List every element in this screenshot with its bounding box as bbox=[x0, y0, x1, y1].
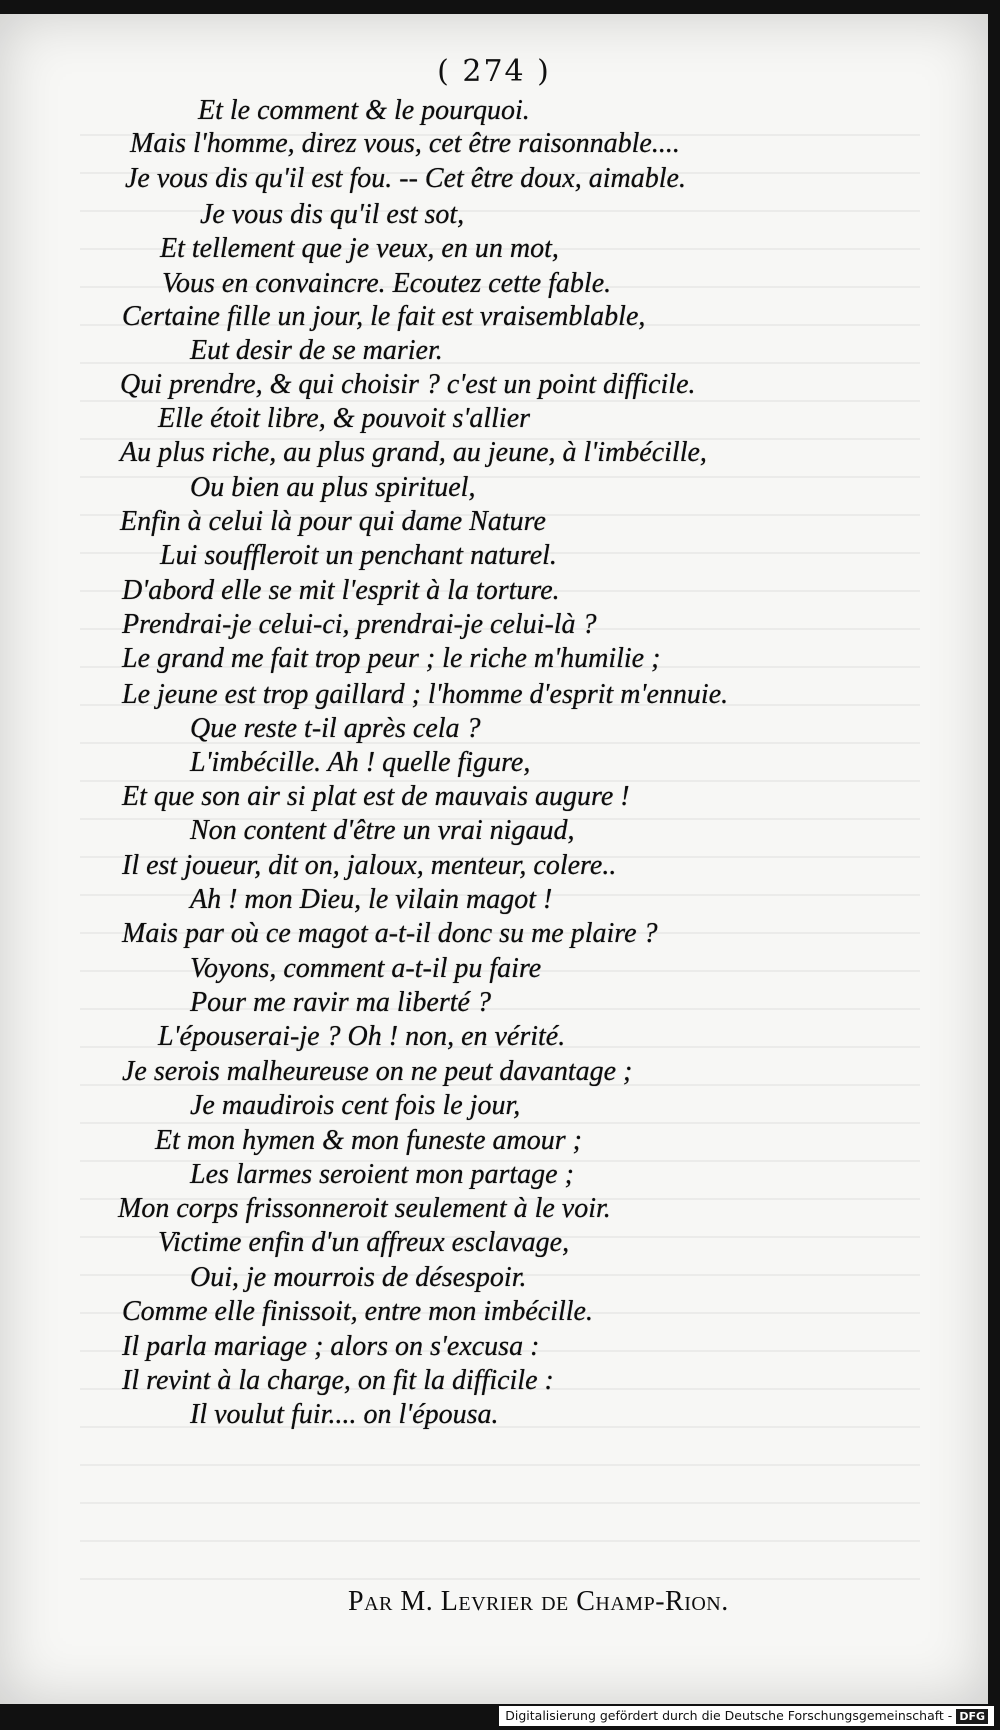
verse-line: Certaine fille un jour, le fait est vraisemblable, bbox=[122, 301, 646, 332]
verse-line: Ou bien au plus spirituel, bbox=[190, 472, 476, 503]
verse-line: Mais par où ce magot a-t-il donc su me plaire ? bbox=[122, 918, 658, 949]
credit-text: Digitalisierung gefördert durch die Deutsche Forschungsgemeinschaft - bbox=[505, 1708, 953, 1723]
verse-line: Le jeune est trop gaillard ; l'homme d'esprit m'ennuie. bbox=[122, 679, 729, 710]
verse-line: Oui, je mourrois de désespoir. bbox=[190, 1262, 527, 1293]
verse-line: Et mon hymen & mon funeste amour ; bbox=[155, 1125, 582, 1156]
verse-line: Il est joueur, dit on, jaloux, menteur, colere.. bbox=[122, 850, 617, 881]
verse-line: Et le comment & le pourquoi. bbox=[198, 95, 530, 126]
verse-line: Pour me ravir ma liberté ? bbox=[190, 987, 491, 1018]
verse-line: Eut desir de se marier. bbox=[190, 335, 443, 366]
verse-line: Il revint à la charge, on fit la difficile : bbox=[122, 1365, 554, 1396]
verse-line: Il voulut fuir.... on l'épousa. bbox=[190, 1399, 499, 1430]
verse-line: Enfin à celui là pour qui dame Nature bbox=[120, 506, 546, 537]
verse-line: Le grand me fait trop peur ; le riche m'humilie ; bbox=[122, 643, 661, 674]
verse-line: Voyons, comment a-t-il pu faire bbox=[190, 953, 542, 984]
verse-line: Au plus riche, au plus grand, au jeune, à l'imbécille, bbox=[120, 437, 707, 468]
verse-line: D'abord elle se mit l'esprit à la torture. bbox=[122, 575, 560, 606]
book-page bbox=[0, 14, 988, 1704]
verse-line: Prendrai-je celui-ci, prendrai-je celui-là ? bbox=[122, 609, 597, 640]
verse-line: Je serois malheureuse on ne peut davantage ; bbox=[122, 1056, 633, 1087]
verse-line: Comme elle finissoit, entre mon imbécille. bbox=[122, 1296, 593, 1327]
verse-line: Mais l'homme, direz vous, cet être raisonnable.... bbox=[130, 128, 680, 159]
verse-line: Je vous dis qu'il est sot, bbox=[200, 199, 465, 230]
verse-line: Non content d'être un vrai nigaud, bbox=[190, 815, 575, 846]
attribution: Par M. Levrier de Champ-Rion. bbox=[348, 1586, 729, 1617]
verse-line: Il parla mariage ; alors on s'excusa : bbox=[122, 1331, 540, 1362]
verse-line: Je vous dis qu'il est fou. -- Cet être doux, aimable. bbox=[125, 163, 686, 194]
verse-line: Que reste t-il après cela ? bbox=[190, 713, 481, 744]
verse-line: L'épouserai-je ? Oh ! non, en vérité. bbox=[158, 1021, 566, 1052]
verse-line: Mon corps frissonneroit seulement à le voir. bbox=[118, 1193, 611, 1224]
verse-line: Vous en convaincre. Ecoutez cette fable. bbox=[162, 268, 612, 299]
page-number: ( 274 ) bbox=[437, 54, 551, 89]
dfg-logo: DFG bbox=[956, 1709, 988, 1724]
verse-line: Qui prendre, & qui choisir ? c'est un point difficile. bbox=[120, 369, 696, 400]
verse-line: Et que son air si plat est de mauvais augure ! bbox=[122, 781, 630, 812]
verse-line: Elle étoit libre, & pouvoit s'allier bbox=[158, 403, 531, 434]
digitization-credit bbox=[499, 1706, 994, 1726]
verse-line: Lui souffleroit un penchant naturel. bbox=[160, 540, 557, 571]
verse-line: Les larmes seroient mon partage ; bbox=[190, 1159, 574, 1190]
verse-line: L'imbécille. Ah ! quelle figure, bbox=[190, 747, 531, 778]
verse-line: Ah ! mon Dieu, le vilain magot ! bbox=[190, 884, 553, 915]
verse-line: Et tellement que je veux, en un mot, bbox=[160, 233, 559, 264]
verse-line: Je maudirois cent fois le jour, bbox=[190, 1090, 521, 1121]
verse-line: Victime enfin d'un affreux esclavage, bbox=[158, 1227, 570, 1258]
